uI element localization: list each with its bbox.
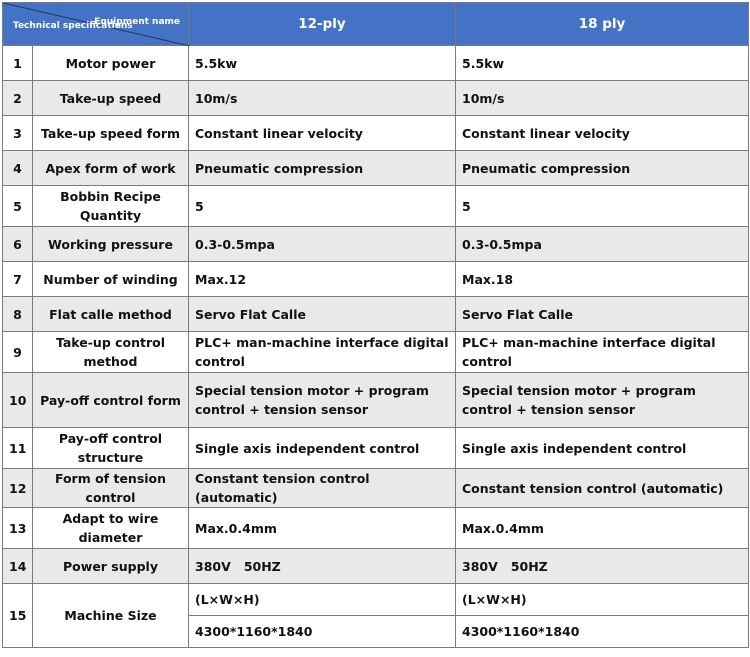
- spec-value-18-ply: Max.0.4mm: [456, 508, 749, 549]
- spec-value-12-ply: Pneumatic compression: [189, 151, 456, 186]
- row-number: 8: [3, 297, 33, 332]
- spec-value-12-ply: Max.0.4mm: [189, 508, 456, 549]
- spec-value-18-ply: (L×W×H): [456, 584, 749, 616]
- spec-name: Power supply: [33, 549, 189, 584]
- spec-value-12-ply: 5.5kw: [189, 46, 456, 81]
- table-row: [3, 186, 749, 227]
- spec-value-12-ply: 380V 50HZ: [189, 549, 456, 584]
- row-number: 9: [3, 332, 33, 373]
- spec-name: Apex form of work: [33, 151, 189, 186]
- spec-value-12-ply: Constant linear velocity: [189, 116, 456, 151]
- spec-name: Pay-off control structure: [33, 428, 189, 469]
- row-number: 2: [3, 81, 33, 116]
- spec-value-18-ply: 380V 50HZ: [456, 549, 749, 584]
- spec-name: Pay-off control form: [33, 373, 189, 428]
- corner-header-cell: [3, 3, 189, 46]
- row-number: 5: [3, 186, 33, 227]
- spec-value-18-ply: 0.3-0.5mpa: [456, 227, 749, 262]
- row-number: 13: [3, 508, 33, 549]
- equipment-name-label: Equipment name: [94, 17, 180, 27]
- table-row: [3, 46, 749, 81]
- spec-value-12-ply: Max.12: [189, 262, 456, 297]
- table-row: [3, 584, 749, 616]
- spec-name: Machine Size: [33, 584, 189, 648]
- spec-name: Number of winding: [33, 262, 189, 297]
- spec-value-12-ply: Special tension motor + program control + tension sensor: [189, 373, 456, 428]
- row-number: 10: [3, 373, 33, 428]
- column-header-12-ply: 12-ply: [189, 3, 456, 46]
- spec-value-18-ply-size: 4300*1160*1840: [456, 616, 749, 648]
- spec-value-18-ply: Constant linear velocity: [456, 116, 749, 151]
- spec-value-18-ply: Single axis independent control: [456, 428, 749, 469]
- row-number: 7: [3, 262, 33, 297]
- row-number: 14: [3, 549, 33, 584]
- spec-value-12-ply: 5: [189, 186, 456, 227]
- row-number: 6: [3, 227, 33, 262]
- table-row: [3, 227, 749, 262]
- column-header-18-ply: 18 ply: [456, 3, 749, 46]
- spec-value-12-ply: Constant tension control (automatic): [189, 469, 456, 508]
- row-number: 15: [3, 584, 33, 648]
- spec-name: Adapt to wire diameter: [33, 508, 189, 549]
- spec-table: [2, 2, 749, 648]
- header-row: [3, 3, 749, 46]
- table-row: [3, 332, 749, 373]
- table-row: [3, 297, 749, 332]
- spec-name: Take-up speed: [33, 81, 189, 116]
- spec-value-12-ply: 0.3-0.5mpa: [189, 227, 456, 262]
- spec-value-18-ply: Special tension motor + program control + tension sensor: [456, 373, 749, 428]
- technical-specifications-label: Technical specifications: [13, 21, 133, 31]
- table-row: [3, 151, 749, 186]
- table-row: [3, 262, 749, 297]
- row-number: 12: [3, 469, 33, 508]
- spec-value-18-ply: PLC+ man-machine interface digital control: [456, 332, 749, 373]
- row-number: 3: [3, 116, 33, 151]
- spec-value-12-ply: Servo Flat Calle: [189, 297, 456, 332]
- spec-name: Take-up speed form: [33, 116, 189, 151]
- spec-value-12-ply: Single axis independent control: [189, 428, 456, 469]
- table-row: [3, 116, 749, 151]
- spec-value-18-ply: Constant tension control (automatic): [456, 469, 749, 508]
- spec-value-18-ply: 5: [456, 186, 749, 227]
- spec-name: Flat calle method: [33, 297, 189, 332]
- table-row: [3, 81, 749, 116]
- spec-value-18-ply: Max.18: [456, 262, 749, 297]
- spec-value-12-ply: 10m/s: [189, 81, 456, 116]
- spec-name: Motor power: [33, 46, 189, 81]
- spec-value-18-ply: 10m/s: [456, 81, 749, 116]
- row-number: 4: [3, 151, 33, 186]
- row-number: 11: [3, 428, 33, 469]
- spec-value-18-ply: Pneumatic compression: [456, 151, 749, 186]
- spec-value-12-ply: (L×W×H): [189, 584, 456, 616]
- table-row: [3, 469, 749, 508]
- spec-name: Working pressure: [33, 227, 189, 262]
- table-row: [3, 549, 749, 584]
- spec-name: Take-up control method: [33, 332, 189, 373]
- row-number: 1: [3, 46, 33, 81]
- spec-value-12-ply: PLC+ man-machine interface digital control: [189, 332, 456, 373]
- spec-name: Form of tension control: [33, 469, 189, 508]
- spec-value-18-ply: 5.5kw: [456, 46, 749, 81]
- table-row: [3, 373, 749, 428]
- spec-name: Bobbin Recipe Quantity: [33, 186, 189, 227]
- table-row: [3, 428, 749, 469]
- spec-value-18-ply: Servo Flat Calle: [456, 297, 749, 332]
- spec-value-12-ply-size: 4300*1160*1840: [189, 616, 456, 648]
- table-row: [3, 508, 749, 549]
